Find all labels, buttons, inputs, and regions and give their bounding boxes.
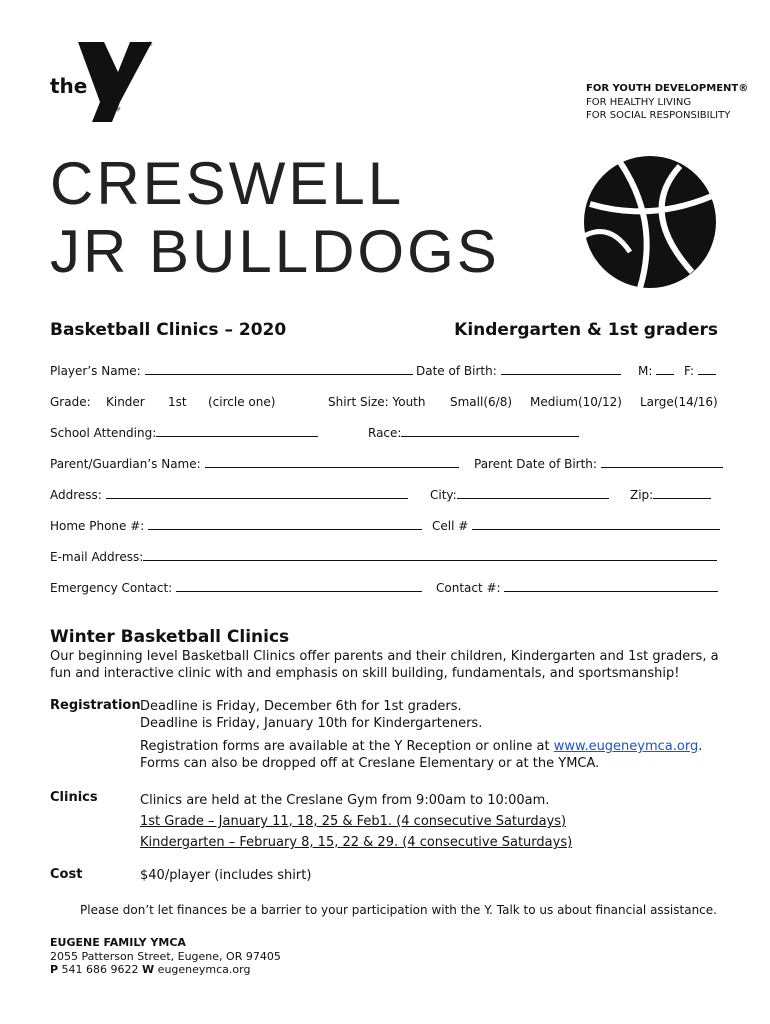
grade-heading: Kindergarten & 1st graders (454, 320, 718, 340)
logo-the-text: the (50, 74, 88, 98)
basketball-icon (580, 152, 720, 292)
logo-ymca-text: YMCA (107, 94, 122, 113)
winter-clinics-heading: Winter Basketball Clinics (50, 627, 290, 647)
svg-text:®: ® (147, 41, 153, 48)
race-field[interactable] (401, 426, 579, 437)
shirt-option-small[interactable]: Small(6/8) (450, 395, 513, 409)
parent-name-label: Parent/Guardian’s Name: (50, 457, 201, 471)
cost-label: Cost (50, 867, 83, 882)
shirt-size-label: Shirt Size: Youth (328, 395, 426, 409)
page-title (50, 150, 500, 286)
registration-details (140, 698, 702, 772)
ymca-logo (48, 38, 158, 124)
contact-no-label: Contact #: (436, 581, 501, 595)
clinics-1st-grade-dates: 1st Grade – January 11, 18, 25 & Feb1. (4 consecutive Saturdays) (140, 814, 567, 829)
grade-option-kinder[interactable]: Kinder (106, 395, 145, 409)
city-label: City: (430, 488, 457, 502)
tagline-line: FOR HEALTHY LIVING (586, 96, 692, 108)
grade-label: Grade: (50, 395, 91, 409)
address-field[interactable] (106, 488, 408, 499)
race-label: Race: (368, 426, 402, 440)
shirt-option-medium[interactable]: Medium(10/12) (530, 395, 622, 409)
f-field[interactable] (698, 364, 716, 375)
reg-forms-text: Registration forms are available at the Y Reception or online at (140, 739, 554, 754)
cell-label: Cell # (432, 519, 469, 533)
contact-no-field[interactable] (504, 581, 718, 592)
footer-web[interactable]: eugeneymca.org (154, 963, 251, 976)
zip-field[interactable] (653, 488, 711, 499)
dob-label: Date of Birth: (416, 364, 497, 378)
footer-org: EUGENE FAMILY YMCA (50, 936, 186, 949)
dob-field[interactable] (501, 364, 621, 375)
footer-phone: 541 686 9622 (58, 963, 143, 976)
school-field[interactable] (156, 426, 318, 437)
school-label: School Attending: (50, 426, 157, 440)
clinics-label: Clinics (50, 790, 98, 805)
cell-field[interactable] (472, 519, 720, 530)
phone-prefix: P (50, 963, 59, 976)
players-name-field[interactable] (145, 364, 413, 375)
zip-label: Zip: (630, 488, 654, 502)
players-name-label: Player’s Name: (50, 364, 141, 378)
email-label: E-mail Address: (50, 550, 144, 564)
eugeneymca-link[interactable]: www.eugeneymca.org (553, 739, 699, 754)
footer (50, 936, 281, 977)
clinics-details (140, 790, 572, 853)
reg-forms-period: . (698, 739, 703, 754)
clinic-year-heading: Basketball Clinics – 2020 (50, 320, 287, 340)
clinics-kinder-dates: Kindergarten – February 8, 15, 22 & 29. (4 consecutive Saturdays) (140, 835, 573, 850)
parent-name-field[interactable] (205, 457, 459, 468)
title-line: CRESWELL (50, 150, 405, 217)
reg-deadline-1st: Deadline is Friday, December 6th for 1st graders. (140, 699, 462, 714)
parent-dob-field[interactable] (601, 457, 723, 468)
tagline (586, 82, 748, 123)
city-field[interactable] (457, 488, 609, 499)
registration-label: Registration (50, 698, 141, 713)
grade-option-1st[interactable]: 1st (168, 395, 187, 409)
f-label: F: (684, 364, 695, 378)
parent-dob-label: Parent Date of Birth: (474, 457, 597, 471)
clinics-time: Clinics are held at the Creslane Gym from 9:00am to 10:00am. (140, 793, 550, 808)
home-phone-label: Home Phone #: (50, 519, 145, 533)
shirt-option-large[interactable]: Large(14/16) (640, 395, 718, 409)
reg-deadline-kinder: Deadline is Friday, January 10th for Kindergarteners. (140, 716, 483, 731)
footer-contact (50, 963, 281, 977)
emergency-field[interactable] (176, 581, 422, 592)
web-prefix: W (142, 963, 155, 976)
tagline-line: FOR SOCIAL RESPONSIBILITY (586, 110, 731, 121)
m-field[interactable] (656, 364, 674, 375)
cost-value: $40/player (includes shirt) (140, 868, 312, 883)
email-field[interactable] (143, 550, 717, 561)
circle-one-hint: (circle one) (208, 395, 276, 409)
footer-address: 2055 Patterson Street, Eugene, OR 97405 (50, 949, 281, 963)
m-label: M: (638, 364, 653, 378)
home-phone-field[interactable] (148, 519, 422, 530)
financial-assistance-note: Please don’t let finances be a barrier to your participation with the Y. Talk to us about financial assistance. (80, 903, 717, 917)
title-line: JR BULLDOGS (50, 218, 500, 285)
address-label: Address: (50, 488, 102, 502)
reg-forms-line (140, 738, 702, 755)
reg-dropoff-line: Forms can also be dropped off at Creslane Elementary or at the YMCA. (140, 756, 600, 771)
tagline-line: FOR YOUTH DEVELOPMENT® (586, 83, 749, 94)
intro-paragraph: Our beginning level Basketball Clinics offer parents and their children, Kindergarten and 1st graders, a fun and interactive clinic with and emphasis on skill building, fundamentals, and sportsmanship! (50, 649, 719, 681)
emergency-label: Emergency Contact: (50, 581, 173, 595)
